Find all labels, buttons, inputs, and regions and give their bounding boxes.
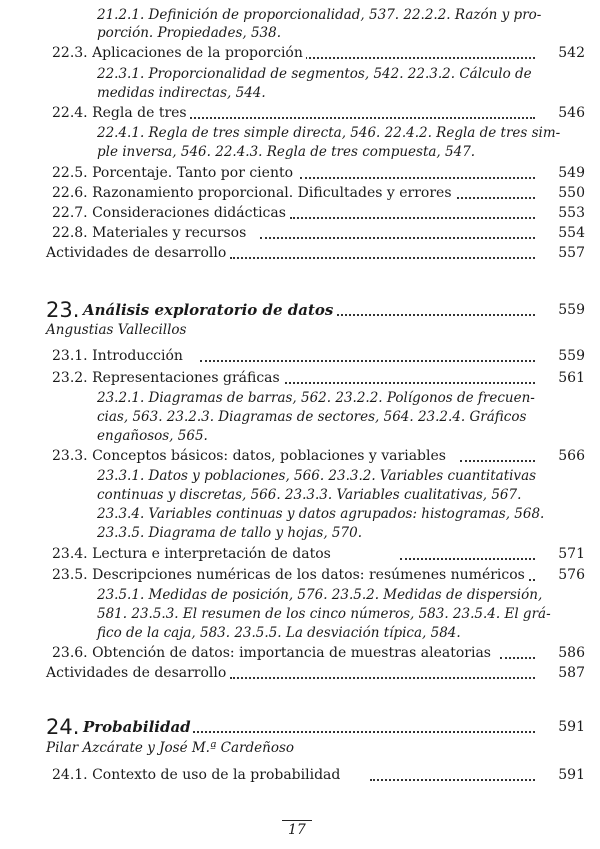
leader-dots [450, 197, 535, 199]
toc-entry-page: 566 [535, 447, 585, 466]
toc-entry-label: 22.4. Regla de tres [52, 104, 190, 123]
page-number: 17 [282, 820, 312, 839]
toc-entry-label: 22.3. Aplicaciones de la proporción [52, 44, 306, 63]
toc-sub-23-2-line3: engañosos, 565. [97, 428, 208, 444]
toc-entry-label: 23.1. Introducción [52, 347, 186, 366]
chapter-title: Probabilidad [83, 718, 191, 736]
chapter-author: Angustias Vallecillos [46, 322, 187, 338]
toc-entry-page: 576 [535, 566, 585, 585]
leader-dots [180, 731, 535, 733]
toc-entry-page: 550 [535, 184, 585, 203]
toc-sub-22-3-line2: medidas indirectas, 544. [97, 85, 266, 101]
toc-entry-label: 23.4. Lectura e interpretación de datos [52, 545, 334, 564]
toc-entry-page: 586 [535, 644, 585, 663]
chapter-title: Análisis exploratorio de datos [83, 301, 334, 319]
toc-entry-label: 22.5. Porcentaje. Tanto por ciento [52, 164, 296, 183]
chapter-page: 591 [558, 719, 585, 735]
toc-entry-page: 557 [535, 244, 585, 263]
toc-entry-page: 591 [535, 766, 585, 785]
leader-dots [370, 779, 535, 781]
leader-dots [290, 217, 535, 219]
toc-entry-23-2[interactable] [0, 369, 600, 388]
toc-sub-23-3-line3: 23.3.4. Variables continuas y datos agrupados: histogramas, 568. [97, 506, 545, 522]
toc-entry-page: 542 [535, 44, 585, 63]
toc-entry-23-actividades[interactable] [0, 664, 600, 683]
toc-entry-23-1[interactable] [0, 347, 600, 366]
toc-entry-label: 23.6. Obtención de datos: importancia de muestras aleatorias [52, 644, 494, 663]
toc-sub-23-5-line3: fico de la caja, 583. 23.5.5. La desviación típica, 584. [97, 625, 461, 641]
toc-entry-22-3[interactable] [0, 44, 600, 63]
toc-entry-page: 546 [535, 104, 585, 123]
toc-sub-23-3-line2: continuas y discretas, 566. 23.3.3. Variables cualitativas, 567. [97, 487, 522, 503]
toc-entry-22-actividades[interactable] [0, 244, 600, 263]
toc-entry-page: 559 [535, 347, 585, 366]
toc-entry-23-4[interactable] [0, 545, 600, 564]
toc-entry-label: 23.2. Representaciones gráficas [52, 369, 283, 388]
toc-sub-22-4-line2: ple inversa, 546. 22.4.3. Regla de tres compuesta, 547. [97, 144, 476, 160]
toc-entry-label: Actividades de desarrollo [46, 244, 229, 263]
leader-dots [460, 460, 535, 462]
toc-sub-22-4-line1: 22.4.1. Regla de tres simple directa, 546. 22.4.2. Regla de tres sim- [97, 125, 561, 141]
toc-entry-label: Actividades de desarrollo [46, 664, 229, 683]
toc-entry-page: 554 [535, 224, 585, 243]
toc-entry-page: 553 [535, 204, 585, 223]
chapter-page: 559 [558, 302, 585, 318]
leader-dots [280, 382, 535, 384]
toc-entry-label: 22.8. Materiales y recursos [52, 224, 249, 243]
leader-dots [175, 117, 535, 119]
chapter-number: 23. [46, 298, 80, 322]
leader-dots [200, 360, 535, 362]
toc-entry-label: 23.3. Conceptos básicos: datos, poblaciones y variables [52, 447, 449, 466]
toc-chapter-23[interactable] [0, 297, 600, 323]
toc-entry-22-7[interactable] [0, 204, 600, 223]
toc-sub-23-5-line1: 23.5.1. Medidas de posición, 576. 23.5.2. Medidas de dispersión, [97, 587, 543, 603]
toc-sub-23-3-line1: 23.3.1. Datos y poblaciones, 566. 23.3.2. Variables cuantitativas [97, 468, 537, 484]
toc-sub-22-2-line1: 21.2.1. Definición de proporcionalidad, 537. 22.2.2. Razón y pro- [97, 7, 542, 23]
toc-entry-22-8[interactable] [0, 224, 600, 243]
toc-entry-label: 24.1. Contexto de uso de la probabilidad [52, 766, 343, 785]
chapter-number: 24. [46, 715, 80, 739]
leader-dots [400, 558, 535, 560]
leader-dots [260, 237, 535, 239]
toc-sub-23-2-line2: cias, 563. 23.2.3. Diagramas de sectores, 564. 23.2.4. Gráficos [97, 409, 527, 425]
leader-dots [300, 177, 535, 179]
toc-entry-page: 587 [535, 664, 585, 683]
toc-entry-22-6[interactable] [0, 184, 600, 203]
toc-entry-23-5[interactable] [0, 566, 600, 585]
toc-entry-23-6[interactable] [0, 644, 600, 663]
toc-entry-page: 571 [535, 545, 585, 564]
toc-chapter-24[interactable] [0, 714, 600, 740]
toc-sub-23-3-line4: 23.3.5. Diagrama de tallo y hojas, 570. [97, 525, 362, 541]
toc-entry-label: 22.7. Consideraciones didácticas [52, 204, 289, 223]
leader-dots [230, 677, 535, 679]
toc-entry-page: 549 [535, 164, 585, 183]
leader-dots [230, 257, 535, 259]
leader-dots [500, 657, 535, 659]
toc-entry-22-5[interactable] [0, 164, 600, 183]
chapter-author: Pilar Azcárate y José M.ª Cardeñoso [46, 740, 295, 756]
toc-sub-22-3-line1: 22.3.1. Proporcionalidad de segmentos, 542. 22.3.2. Cálculo de [97, 66, 532, 82]
toc-entry-label: 22.6. Razonamiento proporcional. Dificultades y errores [52, 184, 455, 203]
toc-entry-page: 561 [535, 369, 585, 388]
toc-entry-22-4[interactable] [0, 104, 600, 123]
leader-dots [300, 57, 535, 59]
toc-entry-24-1[interactable] [0, 766, 600, 785]
toc-sub-22-2-line2: porción. Propiedades, 538. [97, 25, 282, 41]
toc-sub-23-5-line2: 581. 23.5.3. El resumen de los cinco números, 583. 23.5.4. El grá- [97, 606, 551, 622]
toc-entry-label: 23.5. Descripciones numéricas de los datos: resúmenes numéricos [52, 566, 528, 585]
toc-sub-23-2-line1: 23.2.1. Diagramas de barras, 562. 23.2.2. Polígonos de frecuen- [97, 390, 535, 406]
toc-entry-23-3[interactable] [0, 447, 600, 466]
